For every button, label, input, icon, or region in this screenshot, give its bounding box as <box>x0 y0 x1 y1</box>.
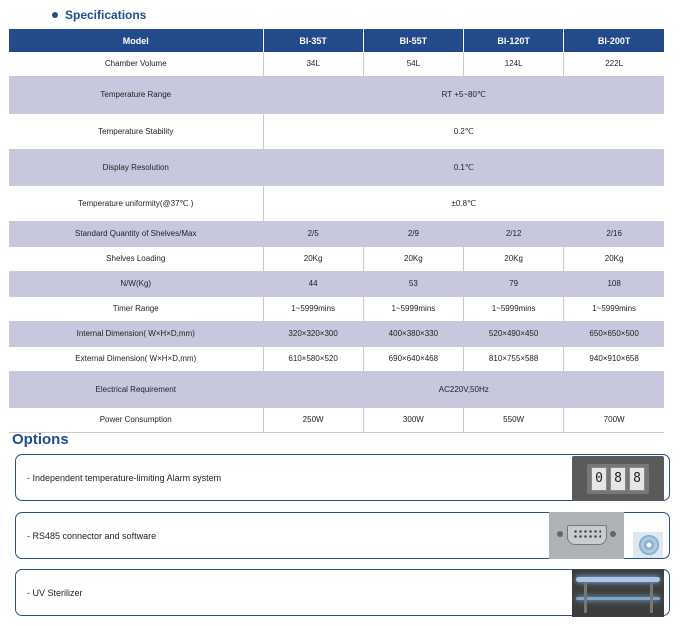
column-header: BI-120T <box>464 29 564 52</box>
column-header: Model <box>9 29 263 52</box>
table-row <box>9 76 664 113</box>
column-header: BI-35T <box>263 29 363 52</box>
table-cell: 1~5999mins <box>263 296 363 321</box>
table-cell: 1~5999mins <box>363 296 463 321</box>
table-cell: 690×640×468 <box>363 346 463 371</box>
row-label: Temperature Stability <box>9 113 263 149</box>
row-label: Internal Dimension( W×H×D,mm) <box>9 321 263 346</box>
specifications-title: Specifications <box>65 8 147 22</box>
row-label: Timer Range <box>9 296 263 321</box>
row-label: N/W(Kg) <box>9 271 263 296</box>
option-rs485 <box>15 512 670 559</box>
table-cell: 44 <box>263 271 363 296</box>
table-cell-span: 0.1℃ <box>263 149 664 185</box>
option-label: - UV Sterilizer <box>27 587 83 598</box>
row-label: Electrical Requirement <box>9 371 263 407</box>
options-title: Options <box>12 431 69 448</box>
row-label: Display Resolution <box>9 149 263 185</box>
column-header: BI-200T <box>564 29 664 52</box>
table-cell: 20Kg <box>363 246 463 271</box>
specifications-table <box>9 29 664 433</box>
option-label: - Independent temperature-limiting Alarm system <box>27 472 222 483</box>
column-header: BI-55T <box>363 29 463 52</box>
table-cell: 400×380×330 <box>363 321 463 346</box>
table-cell: 79 <box>464 271 564 296</box>
table-cell: 2/5 <box>263 221 363 246</box>
table-cell-span: AC220V,50Hz <box>263 371 664 407</box>
table-header-row <box>9 29 664 52</box>
table-row <box>9 246 664 271</box>
table-cell: 1~5999mins <box>464 296 564 321</box>
table-cell: 650×650×500 <box>564 321 664 346</box>
table-cell: 550W <box>464 407 564 432</box>
table-row <box>9 221 664 246</box>
table-cell: 20Kg <box>564 246 664 271</box>
table-row <box>9 296 664 321</box>
table-cell: 320×320×300 <box>263 321 363 346</box>
counter-digit: 8 <box>610 467 626 491</box>
table-cell: 300W <box>363 407 463 432</box>
specifications-heading <box>52 8 146 22</box>
table-cell-span: RT +5~80℃ <box>263 76 664 113</box>
table-cell: 54L <box>363 52 463 76</box>
table-cell: 700W <box>564 407 664 432</box>
table-cell: 34L <box>263 52 363 76</box>
table-cell: 2/12 <box>464 221 564 246</box>
table-cell: 2/9 <box>363 221 463 246</box>
uv-lamp-image <box>572 569 664 617</box>
table-row <box>9 371 664 407</box>
table-row <box>9 321 664 346</box>
table-row <box>9 52 664 76</box>
table-cell: 1~5999mins <box>564 296 664 321</box>
table-row <box>9 185 664 221</box>
table-cell: 940×910×658 <box>564 346 664 371</box>
table-cell: 2/16 <box>564 221 664 246</box>
option-label: - RS485 connector and software <box>27 530 157 541</box>
bullet-icon <box>52 12 58 18</box>
counter-digit: 0 <box>591 467 607 491</box>
table-row <box>9 149 664 185</box>
option-alarm-system <box>15 454 670 501</box>
table-row <box>9 113 664 149</box>
table-cell: 610×580×520 <box>263 346 363 371</box>
row-label: Shelves Loading <box>9 246 263 271</box>
row-label: Power Consumption <box>9 407 263 432</box>
row-label: Chamber Volume <box>9 52 263 76</box>
table-cell: 124L <box>464 52 564 76</box>
option-uv-sterilizer <box>15 569 670 616</box>
row-label: Temperature uniformity(@37℃ ) <box>9 185 263 221</box>
table-cell: 20Kg <box>263 246 363 271</box>
row-label: Temperature Range <box>9 76 263 113</box>
table-cell: 250W <box>263 407 363 432</box>
table-row <box>9 346 664 371</box>
table-cell-span: ±0.8℃ <box>263 185 664 221</box>
table-cell: 520×490×450 <box>464 321 564 346</box>
table-cell: 53 <box>363 271 463 296</box>
table-cell: 222L <box>564 52 664 76</box>
alarm-counter-image <box>572 456 664 501</box>
table-cell: 20Kg <box>464 246 564 271</box>
table-cell-span: 0.2℃ <box>263 113 664 149</box>
table-row <box>9 271 664 296</box>
counter-digit: 8 <box>629 467 645 491</box>
table-cell: 810×755×588 <box>464 346 564 371</box>
rs485-connector-image <box>549 512 624 559</box>
table-cell: 108 <box>564 271 664 296</box>
row-label: Standard Quantity of Shelves/Max <box>9 221 263 246</box>
table-row <box>9 407 664 432</box>
software-disc-image <box>633 532 663 558</box>
row-label: External Dimension( W×H×D,mm) <box>9 346 263 371</box>
